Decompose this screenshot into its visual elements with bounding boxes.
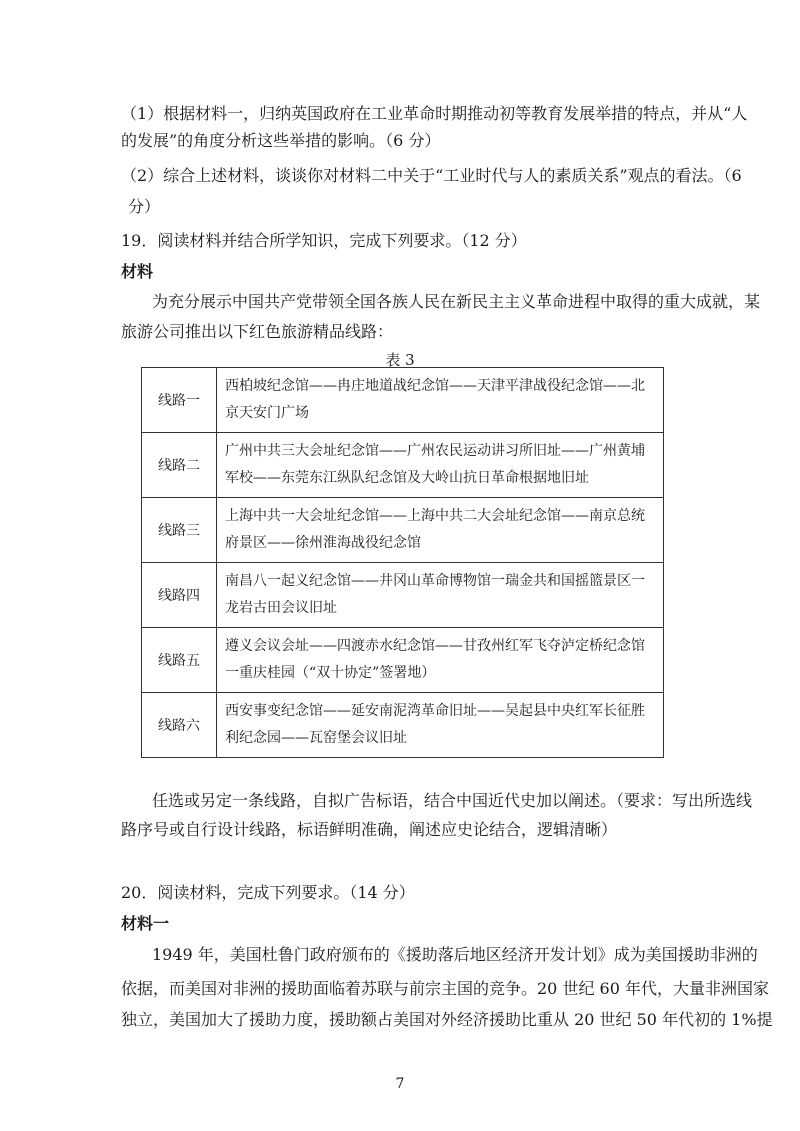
table-row: [142, 498, 664, 563]
route-desc: 上海中共一大会址纪念馆——上海中共二大会址纪念馆——南京总统府景区——徐州淮海战役纪念馆: [217, 498, 664, 563]
q18-part1-line1: （1）根据材料一，归纳英国政府在工业革命时期推动初等教育发展举措的特点，并从“人: [121, 104, 748, 123]
route-name: 线路一: [142, 368, 217, 433]
route-name: 线路二: [142, 433, 217, 498]
q19-material-label: 材料: [121, 262, 154, 281]
table-row: [142, 433, 664, 498]
q18-part2-line1: （2）综合上述材料，谈谈你对材料二中关于“工业时代与人的素质关系”观点的看法。（6: [121, 166, 742, 185]
route-desc: 西安事变纪念馆——延安南泥湾革命旧址——吴起县中央红军长征胜利纪念园——瓦窑堡会议旧址: [217, 693, 664, 758]
q19-intro-line1: 为充分展示中国共产党带领全国各族人民在新民主主义革命进程中取得的重大成就，某: [152, 292, 761, 311]
q20-material-label: 材料一: [121, 914, 170, 933]
route-desc: 南昌八一起义纪念馆——井冈山革命博物馆一瑞金共和国摇篮景区一龙岩古田会议旧址: [217, 563, 664, 628]
q19-intro-line2: 旅游公司推出以下红色旅游精品线路：: [121, 322, 394, 341]
q20-body-line3: 独立，美国加大了援助力度，援助额占美国对外经济援助比重从 20 世纪 50 年代初的 1%提: [121, 1010, 773, 1029]
q20-body-line1: 1949 年，美国杜鲁门政府颁布的《援助落后地区经济开发计划》成为美国援助非洲的: [152, 945, 758, 964]
q20-body-line2: 依据，而美国对非洲的援助面临着苏联与前宗主国的竞争。20 世纪 60 年代，大量非洲国家: [121, 979, 769, 998]
q19-title: 19．阅读材料并结合所学知识，完成下列要求。（12 分）: [121, 231, 527, 250]
route-name: 线路六: [142, 693, 217, 758]
routes-table: [141, 367, 664, 758]
q20-title: 20．阅读材料，完成下列要求。（14 分）: [121, 883, 415, 902]
route-desc: 西柏坡纪念馆——冉庄地道战纪念馆——天津平津战役纪念馆——北京天安门广场: [217, 368, 664, 433]
table-row: [142, 368, 664, 433]
q19-task-line2: 路序号或自行设计线路，标语鲜明准确，阐述应史论结合，逻辑清晰）: [121, 820, 618, 839]
table-row: [142, 693, 664, 758]
table-row: [142, 628, 664, 693]
page-number: 7: [395, 1076, 405, 1092]
table-row: [142, 563, 664, 628]
q19-task-line1: 任选或另定一条线路，自拟广告标语，结合中国近代史加以阐述。（要求：写出所选线: [152, 791, 753, 810]
q18-part2-line2: 分）: [128, 197, 161, 216]
q18-part1-line2: 的发展”的角度分析这些举措的影响。（6 分）: [121, 131, 441, 150]
route-name: 线路四: [142, 563, 217, 628]
route-name: 线路五: [142, 628, 217, 693]
table-caption: 表 3: [385, 351, 415, 369]
route-name: 线路三: [142, 498, 217, 563]
route-desc: 遵义会议会址——四渡赤水纪念馆——甘孜州红军飞夺泸定桥纪念馆一重庆桂园（“双十协定”签署地）: [217, 628, 664, 693]
route-desc: 广州中共三大会址纪念馆——广州农民运动讲习所旧址——广州黄埔军校——东莞东江纵队纪念馆及大岭山抗日革命根据地旧址: [217, 433, 664, 498]
